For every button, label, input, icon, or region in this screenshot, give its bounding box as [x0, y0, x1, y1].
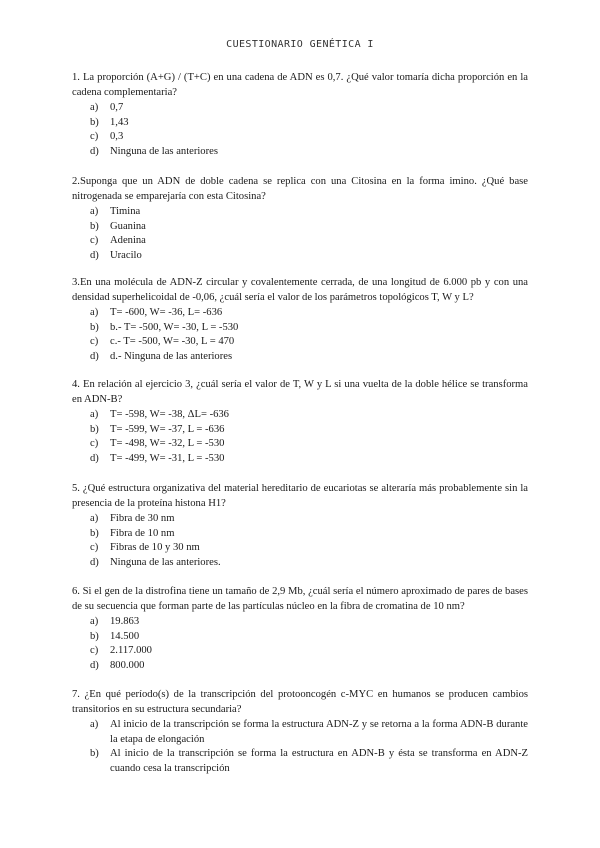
- option-text: T= -499, W= -31, L = -530: [110, 452, 225, 464]
- option-text: Fibra de 10 nm: [110, 527, 175, 539]
- option-label: a): [90, 102, 99, 113]
- option-text: Uracilo: [110, 249, 142, 261]
- option-d: [72, 452, 528, 467]
- option-b: [72, 423, 528, 438]
- question-stem: 1. La proporción (A+G) / (T+C) en una cadena de ADN es 0,7. ¿Qué valor tomaría dicha proporción en la cadena complementaria?: [72, 72, 528, 98]
- option-text: Ninguna de las anteriores: [110, 145, 218, 157]
- question-1: [72, 70, 528, 159]
- option-b: [72, 116, 528, 131]
- option-label: d): [90, 145, 99, 157]
- option-text: 1,43: [110, 116, 129, 128]
- option-label: d): [90, 350, 99, 362]
- question-stem: 6. Si el gen de la distrofina tiene un tamaño de 2,9 Mb, ¿cuál sería el número aproximado de pares de bases de su secuencia que forman parte de las partículas núcleo en la fibra de cromatina de 10 nm?: [72, 586, 528, 612]
- option-label: d): [90, 452, 99, 464]
- option-text: 0,7: [110, 102, 124, 113]
- option-c: [72, 437, 528, 452]
- option-a: [72, 306, 528, 321]
- question-5: [72, 481, 528, 570]
- option-b: [72, 630, 528, 645]
- option-label: d): [90, 659, 99, 671]
- question-3: [72, 275, 528, 364]
- option-c: [72, 234, 528, 249]
- question-7: [72, 687, 528, 776]
- option-b: [72, 527, 528, 542]
- question-4: [72, 377, 528, 466]
- option-d: [72, 556, 528, 571]
- page-title: CUESTIONARIO GENÉTICA I: [226, 39, 374, 50]
- option-a: [72, 615, 528, 630]
- question-stem: 3.En una molécula de ADN-Z circular y covalentemente cerrada, de una longitud de 6.000 pb y con una densidad superhelicoidal de -0,06, ¿cuál sería el valor de los parámetros topológicos T, W y L?: [72, 277, 528, 303]
- option-c: [72, 541, 528, 556]
- question-stem: 2.Suponga que un ADN de doble cadena se replica con una Citosina en la forma imino. ¿Qué base nitrogenada se emparejaría con esta Citosina?: [72, 176, 528, 202]
- option-list: [72, 306, 528, 364]
- option-label: c): [90, 438, 99, 450]
- option-text: Fibras de 10 y 30 nm: [110, 542, 200, 554]
- option-list: [72, 615, 528, 673]
- option-list: [72, 205, 528, 263]
- option-list: [72, 408, 528, 466]
- option-c: [72, 130, 528, 145]
- option-label: c): [90, 131, 99, 143]
- option-d: [72, 350, 528, 365]
- option-label: a): [90, 307, 99, 318]
- option-label: c): [90, 336, 99, 348]
- option-d: [72, 659, 528, 674]
- option-text: 14.500: [110, 630, 140, 642]
- option-label: b): [90, 748, 99, 760]
- question-stem: 7. ¿En qué período(s) de la transcripción del protooncogén c-MYC en humanos se producen cambios transitorios en su estructura secundaria?: [72, 689, 528, 715]
- option-label: b): [90, 220, 99, 232]
- option-label: a): [90, 719, 99, 730]
- option-text: T= -498, W= -32, L = -530: [110, 438, 225, 450]
- option-text: Al inicio de la transcripción se forma la estructura ADN-Z y se retorna a la forma ADN-B durante la etapa de elongación: [110, 719, 528, 745]
- option-b: [72, 747, 528, 776]
- option-label: c): [90, 542, 99, 554]
- option-a: [72, 718, 528, 747]
- option-label: b): [90, 321, 99, 333]
- option-text: b.- T= -500, W= -30, L = -530: [110, 321, 239, 333]
- option-text: d.- Ninguna de las anteriores: [110, 350, 233, 362]
- option-label: c): [90, 645, 99, 657]
- option-text: 2.117.000: [110, 645, 152, 657]
- option-label: a): [90, 409, 99, 420]
- option-a: [72, 408, 528, 423]
- option-label: b): [90, 527, 99, 539]
- option-text: T= -600, W= -36, L= -636: [110, 307, 223, 318]
- option-label: b): [90, 630, 99, 642]
- option-d: [72, 249, 528, 264]
- option-text: 800.000: [110, 659, 145, 671]
- option-text: Ninguna de las anteriores.: [110, 556, 221, 568]
- option-c: [72, 644, 528, 659]
- option-b: [72, 220, 528, 235]
- option-text: T= -599, W= -37, L = -636: [110, 423, 225, 435]
- option-text: c.- T= -500, W= -30, L = 470: [110, 336, 235, 348]
- option-b: [72, 321, 528, 336]
- option-d: [72, 145, 528, 160]
- option-text: 19.863: [110, 616, 140, 627]
- option-a: [72, 512, 528, 527]
- option-label: b): [90, 116, 99, 128]
- option-text: T= -598, W= -38, ΔL= -636: [110, 409, 229, 420]
- option-label: d): [90, 249, 99, 261]
- option-label: a): [90, 616, 99, 627]
- option-label: a): [90, 206, 99, 217]
- option-text: Guanina: [110, 220, 146, 232]
- option-label: a): [90, 513, 99, 524]
- option-text: Adenina: [110, 235, 146, 247]
- option-c: [72, 335, 528, 350]
- option-label: c): [90, 235, 99, 247]
- option-text: 0,3: [110, 131, 124, 143]
- option-text: Al inicio de la transcripción se forma la estructura en ADN-B y ésta se transforma en ADN-Z cuando cesa la transcripción: [110, 748, 528, 774]
- question-6: [72, 584, 528, 673]
- option-list: [72, 101, 528, 159]
- option-label: d): [90, 556, 99, 568]
- option-text: Timina: [110, 206, 141, 217]
- option-list: [72, 512, 528, 570]
- option-label: b): [90, 423, 99, 435]
- question-2: [72, 174, 528, 263]
- option-a: [72, 101, 528, 116]
- option-list: [72, 718, 528, 776]
- option-a: [72, 205, 528, 220]
- question-stem: 4. En relación al ejercicio 3, ¿cuál sería el valor de T, W y L si una vuelta de la doble hélice se transforma en ADN-B?: [72, 379, 528, 405]
- question-stem: 5. ¿Qué estructura organizativa del material hereditario de eucariotas se alteraría más probablemente sin la presencia de la proteína histona H1?: [72, 483, 528, 509]
- option-text: Fibra de 30 nm: [110, 513, 175, 524]
